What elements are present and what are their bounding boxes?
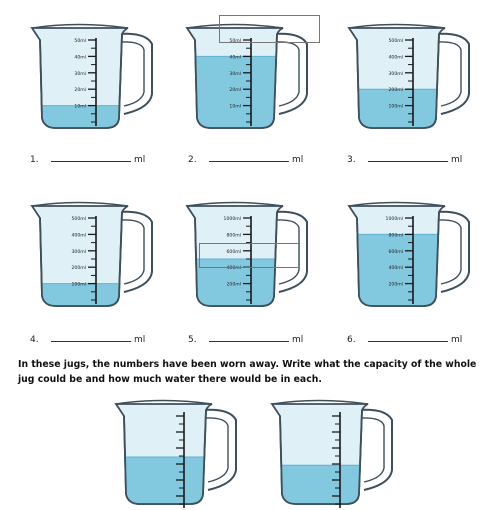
answer-number: 1. xyxy=(30,155,39,165)
answer-4 xyxy=(30,332,145,345)
answer-blank[interactable] xyxy=(209,152,289,162)
jug-6 xyxy=(345,200,475,312)
scale-label: 50ml xyxy=(229,39,241,44)
scale-label: 400ml xyxy=(388,266,403,272)
scale-label: 300ml xyxy=(388,71,403,77)
answer-blank[interactable] xyxy=(368,152,448,162)
answer-number: 5. xyxy=(188,335,197,345)
scale-label: 400ml xyxy=(71,233,86,239)
answer-number: 6. xyxy=(347,335,356,345)
handle-inner xyxy=(360,418,384,482)
handle-inner xyxy=(204,418,228,482)
scale-label: 50ml xyxy=(74,39,86,44)
scale-label: 500ml xyxy=(388,39,403,44)
scale-label: 600ml xyxy=(226,249,241,255)
scale-label: 400ml xyxy=(388,55,403,61)
scale-label: 10ml xyxy=(229,104,241,110)
highlight-box xyxy=(219,15,320,43)
unit-label: ml xyxy=(451,155,463,165)
blank-jug-2 xyxy=(268,398,398,510)
jug-1 xyxy=(28,22,158,134)
scale-label: 400ml xyxy=(226,266,241,272)
water xyxy=(281,465,360,504)
scale-label: 20ml xyxy=(74,88,86,94)
highlight-box xyxy=(199,243,300,268)
scale-label: 20ml xyxy=(229,88,241,94)
answer-blank[interactable] xyxy=(209,332,289,342)
scale-label: 200ml xyxy=(71,266,86,272)
scale-label: 200ml xyxy=(226,282,241,288)
unit-label: ml xyxy=(451,335,463,345)
scale-label: 1000ml xyxy=(385,217,403,222)
scale-label: 30ml xyxy=(74,71,86,77)
answer-2 xyxy=(188,152,303,165)
scale-label: 500ml xyxy=(71,217,86,222)
scale-label: 800ml xyxy=(388,233,403,239)
answer-number: 2. xyxy=(188,155,197,165)
jug-4 xyxy=(28,200,158,312)
scale-label: 200ml xyxy=(388,88,403,94)
scale-label: 40ml xyxy=(229,55,241,61)
jug-3 xyxy=(345,22,475,134)
unit-label: ml xyxy=(292,335,304,345)
water xyxy=(125,457,204,504)
instructions-text: In these jugs, the numbers have been worn away. Write what the capacity of the whole jug could be and how much water there would be in each. xyxy=(18,359,477,385)
scale-label: 200ml xyxy=(388,282,403,288)
unit-label: ml xyxy=(134,335,146,345)
unit-label: ml xyxy=(134,155,146,165)
answer-6 xyxy=(347,332,462,345)
answer-3 xyxy=(347,152,462,165)
unit-label: ml xyxy=(292,155,304,165)
blank-jug-1 xyxy=(112,398,242,510)
scale-label: 600ml xyxy=(388,249,403,255)
scale-label: 300ml xyxy=(71,249,86,255)
handle-inner xyxy=(437,42,461,106)
answer-5 xyxy=(188,332,303,345)
handle-inner xyxy=(120,42,144,106)
scale-label: 1000ml xyxy=(223,217,241,222)
answer-blank[interactable] xyxy=(51,332,131,342)
scale-label: 100ml xyxy=(71,282,86,288)
answer-1 xyxy=(30,152,145,165)
answer-blank[interactable] xyxy=(51,152,131,162)
scale-label: 30ml xyxy=(229,71,241,77)
handle-inner xyxy=(437,220,461,284)
answer-number: 3. xyxy=(347,155,356,165)
scale-label: 800ml xyxy=(226,233,241,239)
handle-inner xyxy=(275,42,299,106)
scale-label: 100ml xyxy=(388,104,403,110)
scale-label: 40ml xyxy=(74,55,86,61)
handle-inner xyxy=(120,220,144,284)
scale-label: 10ml xyxy=(74,104,86,110)
answer-number: 4. xyxy=(30,335,39,345)
answer-blank[interactable] xyxy=(368,332,448,342)
